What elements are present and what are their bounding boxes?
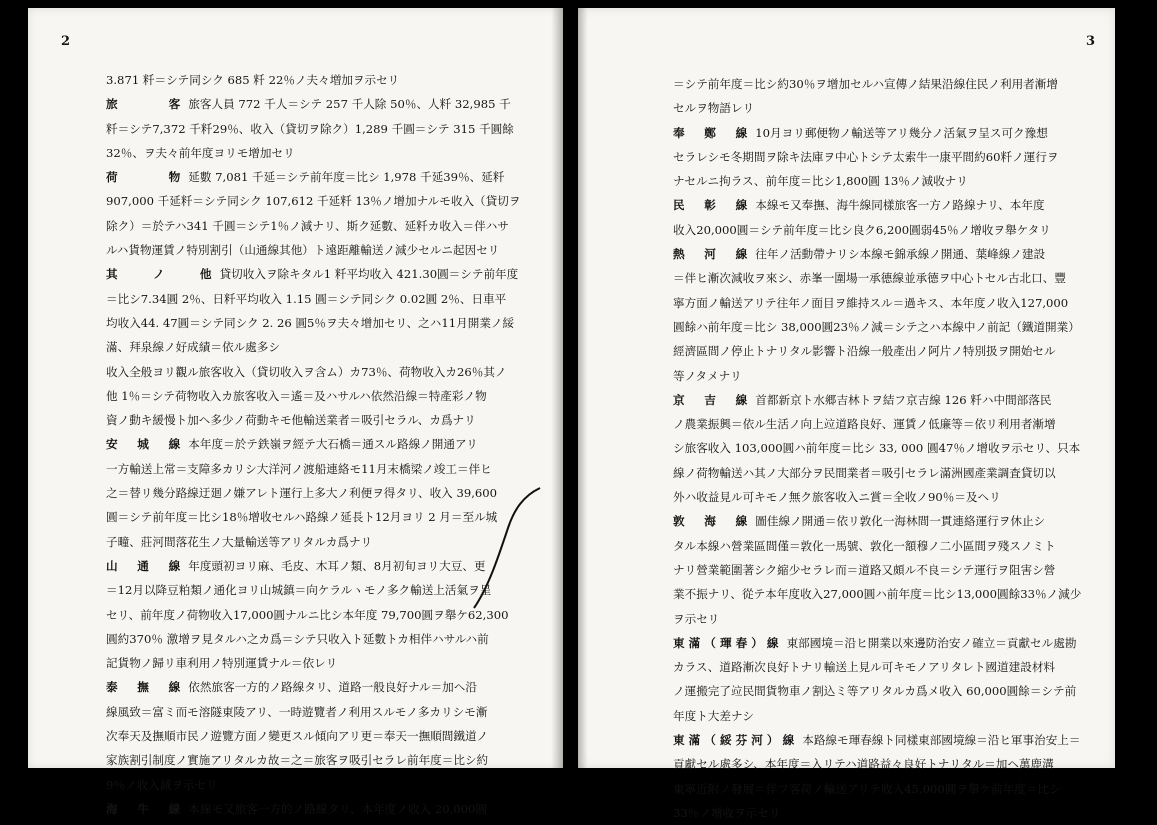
line-text: 滿、拜泉線ノ好成績＝依ル處多シ [106,340,280,355]
text-line [673,509,1103,533]
line-text: 圓＝シテ前年度＝比シ18％增收セルハ路線ノ延長ト12月ヨリ 2 月＝至ル城 [106,510,498,525]
text-line [106,457,546,481]
line-text: 首都新京ト水郷吉林トヲ結フ京吉線 126 粁ハ中間部落民 [755,392,1052,407]
text-line [106,214,546,238]
text-line [673,461,1103,485]
line-text: 貸切收入ヲ除キタル1 粁平均收入 421.30圓＝シテ前年度 [219,267,519,282]
section-heading: 其 ノ 他 [106,267,216,282]
line-text: 圓約370％ 激增ヲ見タルハ之カ爲＝シテ只收入ト延數トカ相伴ハサルハ前 [106,631,489,646]
text-line [673,582,1103,606]
line-text: セルヲ物語レリ [673,101,755,116]
text-line [106,773,546,797]
line-text: ノ農業振興＝依ル生活ノ向上竝道路良好、運賃ノ低廉等＝依リ利用者漸增 [673,417,1056,432]
line-text: 他 1％＝シテ荷物收入カ旅客收入＝遙＝及ハサルハ依然沿線＝特產彩ノ物 [106,388,487,403]
text-line [673,801,1103,825]
line-text: 線風致＝富ミ而モ溶隧東陵アリ、一時遊覽者ノ利用スルモノ多カリシモ漸 [106,704,488,719]
section-heading: 民 彰 線 [673,198,752,213]
text-line [106,432,546,456]
line-text: 外ハ收益見ル可キモノ無ク旅客收入ニ賞＝全收ノ90％＝及ヘリ [673,490,1001,505]
text-line [673,558,1103,582]
line-text: 均收入44. 47圓＝シテ同シク 2. 26 圓5％ヲ夫々增加セリ、之ハ11月開業ノ綏 [106,315,515,330]
line-text: 延數 7,081 千延＝シテ前年度＝比シ 1,978 千延39％、延粁 [188,170,505,185]
text-line [106,627,546,651]
text-line [106,651,546,675]
line-text: ナセルニ拘ラス、前年度＝比シ1,800圓 13％ノ減收ナリ [673,174,968,189]
line-text: 線ノ荷物輸送ハ其ノ大部分ヲ民間業者＝吸引セラレ滿洲國產業調査貸切以 [673,465,1056,480]
line-text: 9％ノ收入減ヲ示セリ [106,777,218,792]
text-line [673,315,1103,339]
text-line [673,534,1103,558]
text-line [106,797,546,821]
line-text: 貢獻セル處多シ、本年度＝入リテハ道路益々良好トナリタル＝加ヘ萬鹿溝 [673,757,1054,772]
text-line [673,752,1103,776]
line-text: 東寧近附ノ發展＝伴フ客荷ノ輸送アリテ收入45,000圓ヲ舉ケ前年度＝比シ [673,781,1061,796]
line-text: 年度頭初ヨリ麻、毛皮、木耳ノ類、8月初旬ヨリ大豆、更 [188,558,486,573]
line-text: セリ、前年度ノ荷物收入17,000圓ナルニ比シ本年度 79,700圓ヲ舉ケ62,300 [106,607,509,622]
section-heading: 荷 物 [106,170,185,185]
text-line [106,287,546,311]
text-line [673,96,1103,120]
text-line [106,360,546,384]
text-line [106,68,546,92]
text-line [106,408,546,432]
text-line [106,141,546,165]
line-text: 本年度＝於テ鉄嶺ヲ經テ大石橋＝通スル路線ノ開通アリ [188,437,478,452]
line-text: 907,000 千延粁＝シテ同シク 107,612 千延粁 13％ノ增加ナルモ收入（貸切ヲ [106,194,521,209]
line-text: 之＝替リ幾分路線迂廻ノ嫌アレト運行上多大ノ利便ヲ得タリ、收入 39,600 [106,486,498,501]
text-line [673,728,1103,752]
line-text: 旅客人員 772 千人＝シテ 257 千人除 50％、人粁 32,985 千 [188,97,511,112]
text-line [106,481,546,505]
line-text: 除ク）＝於テハ341 千圓＝シテ1％ノ減ナリ、斯ク延數、延粁カ收入＝伴ハサ [106,218,509,233]
line-text: 依然旅客一方的ノ路線タリ、道路一般良好ナル＝加ヘ沿 [188,680,477,695]
right-page-number: 3 [1085,34,1095,49]
line-text: カラス、道路漸次良好トナリ輸送上見ル可キモノアリタレト國道建設材料 [673,660,1056,675]
text-line [673,121,1103,145]
text-line [673,679,1103,703]
text-line [673,388,1103,412]
line-text: 業不振ナリ、從テ本年度收入27,000圓ハ前年度＝比シ13,000圓餘33％ノ減少 [673,587,1082,602]
text-line [673,266,1103,290]
text-line [106,603,546,627]
text-line [673,436,1103,460]
right-page [578,8,1115,820]
text-line [106,335,546,359]
line-text: ノ運搬完了竝民間貨物車ノ割込ミ等アリタルカ爲メ收入 60,000圓餘＝シテ前 [673,684,1077,699]
text-line [673,364,1103,388]
line-text: ルハ貨物運賃ノ特別割引（山通線其他）ト遠距離輸送ノ減少セルニ起因セリ [106,243,500,258]
text-line [673,193,1103,217]
text-line [673,631,1103,655]
text-line [673,339,1103,363]
line-text: 圓餘ハ前年度＝比シ 38,000圓23％ノ減＝シテ之ハ本線中ノ前記（鐵道開業） [673,319,1080,334]
text-line [673,777,1103,801]
line-text: ＝比シ7.34圓 2％、日粁平均收入 1.15 圓＝シテ同シク 0.02圓 2％、日車平 [106,291,507,306]
text-line [673,218,1103,242]
text-line [673,145,1103,169]
text-line [673,704,1103,728]
text-line [106,92,546,116]
section-heading: 旅 客 [106,97,185,112]
text-line [673,72,1103,96]
text-line [673,655,1103,679]
right-page-gutter-shadow [578,8,588,768]
section-heading: 京 吉 線 [673,392,752,407]
section-heading: 敦 海 線 [673,514,752,529]
text-line [106,238,546,262]
line-text: 經濟區間ノ停止トナリタル影響ト沿線一般產出ノ阿片ノ特別扱ヲ開始セル [673,344,1056,359]
line-text: 家族割引制度ノ實施アリタルカ故＝之＝旅客ヲ吸引セラレ前年度＝比シ約 [106,753,489,768]
line-text: ナリ營業範圍著シク縮少セラレ而＝道路又頗ル不良＝シテ運行ヲ阻害シ營 [673,562,1056,577]
text-line [106,675,546,699]
text-line [106,554,546,578]
line-text: 收入全般ヨリ觀ル旅客收入（貸切收入ヲ含ム）カ73％、荷物收入カ26％其ノ [106,364,507,379]
section-heading: 海 牛 線 [106,801,185,816]
section-heading: 熱 河 線 [673,247,752,262]
text-line [106,384,546,408]
line-text: 3.871 粁＝シテ同シク 685 粁 22％ノ夫々増加ヲ示セリ [106,73,400,87]
line-text: 等ノタメナリ [673,368,742,383]
text-line [673,412,1103,436]
line-text: ＝12月以降豆粕類ノ通化ヨリ山城鎮＝向ケラルヽモノ多ク輸送上活氣ヲ呈 [106,583,492,598]
line-text: 10月ヨリ郵便物ノ輸送等アリ幾分ノ活氣ヲ呈ス可ク豫想 [755,125,1048,140]
line-text: 資ノ動キ緩慢ト加ヘ多少ノ荷動キモ他輸送業者＝吸引セラル、カ爲ナリ [106,413,476,428]
line-text: 32％、ヲ夫々前年度ヨリモ增加セリ [106,145,295,160]
text-line [106,505,546,529]
section-heading: 東滿（綏芬河）線 [673,733,799,748]
line-text: シ旅客收入 103,000圓ハ前年度＝比シ 33, 000 圓47％ノ增收ヲ示セリ、只本 [673,441,1081,456]
text-line [106,311,546,335]
line-text: ＝伴ヒ漸次減收ヲ來シ、赤峯一圍場一承德線並承德ヲ中心トセル古北口、豐 [673,271,1066,286]
left-page-number: 2 [61,34,71,49]
line-text: 本線モ又旅客一方的ノ路線タリ、本年度ノ收入 20,000圓 [188,801,488,816]
section-heading: 東滿（琿春）線 [673,635,783,650]
line-text: 圖佳線ノ開通＝依リ敦化一海林間一貫連絡運行ヲ休止シ [755,514,1046,529]
text-line [106,748,546,772]
line-text: 本線モ又奉撫、海牛線同樣旅客一方ノ路線ナリ、本年度 [755,198,1045,213]
line-text: 子疃、莊河間落花生ノ大量輸送等アリタルカ爲ナリ [106,534,373,549]
text-line [106,262,546,286]
line-text: 寧方面ノ輸送アリテ往年ノ面目ヲ維持スル＝過キス、本年度ノ收入127,000 [673,295,1069,310]
text-line [106,578,546,602]
line-text: 本路線モ琿春線ト同樣東部國境線＝沿ヒ軍事治安上＝ [802,733,1081,748]
line-text: 記貨物ノ歸リ車利用ノ特別運賃ナル＝依レリ [106,656,338,671]
line-text: 次奉天及撫順市民ノ遊覽方面ノ變更スル傾向アリ更＝奉天一撫順間鐵道ノ [106,729,489,744]
text-line [673,485,1103,509]
text-line [106,165,546,189]
left-page-text [106,68,546,821]
line-text: タル本線ハ營業區間僅＝敦化一馬號、敦化一額穆ノ二小區間ヲ殘スノミト [673,538,1056,553]
text-line [673,291,1103,315]
line-text: ＝シテ前年度＝比シ約30％ヲ增加セルハ宣傳ノ結果沿線住民ノ利用者漸增 [673,77,1058,91]
section-heading: 奉 鄭 線 [673,125,752,140]
text-line [106,530,546,554]
line-text: 粁＝シテ7,372 千粁29％、收入（貸切ヲ除ク）1,289 千圓＝シテ 315 千圓餘 [106,121,514,136]
text-line [673,169,1103,193]
line-text: セラレシモ冬期間ヲ除キ法庫ヲ中心トシテ太索牛一康平間約60粁ノ運行ヲ [673,149,1059,164]
line-text: 年度ト大差ナシ [673,708,754,723]
line-text: 往年ノ活動帶ナリシ本線モ錦承線ノ開通、葉峰線ノ建設 [755,247,1046,262]
line-text: 東部國境＝沿ヒ開業以來邊防治安ノ確立＝貢獻セル處勘 [786,635,1077,650]
section-heading: 安 城 線 [106,437,185,452]
line-text: 一方輸送上常＝支障多カリシ大洋河ノ渡船連絡モ11月末橋梁ノ竣工＝伴ヒ [106,461,492,476]
line-text: ヲ示セリ [673,611,720,626]
right-page-text [673,72,1103,825]
text-line [106,724,546,748]
line-text: 收入20,000圓＝シテ前年度＝比シ良ク6,200圓弱45％ノ增收ヲ舉ケタリ [673,222,1051,237]
text-line [106,117,546,141]
text-line [106,189,546,213]
text-line [673,607,1103,631]
left-page-gutter-shadow [551,8,563,768]
left-page [28,8,563,816]
text-line [106,700,546,724]
text-line [673,242,1103,266]
section-heading: 泰 撫 線 [106,680,185,695]
section-heading: 山 通 線 [106,558,185,573]
line-text: 33％ノ增收ヲ示セリ [673,805,781,820]
